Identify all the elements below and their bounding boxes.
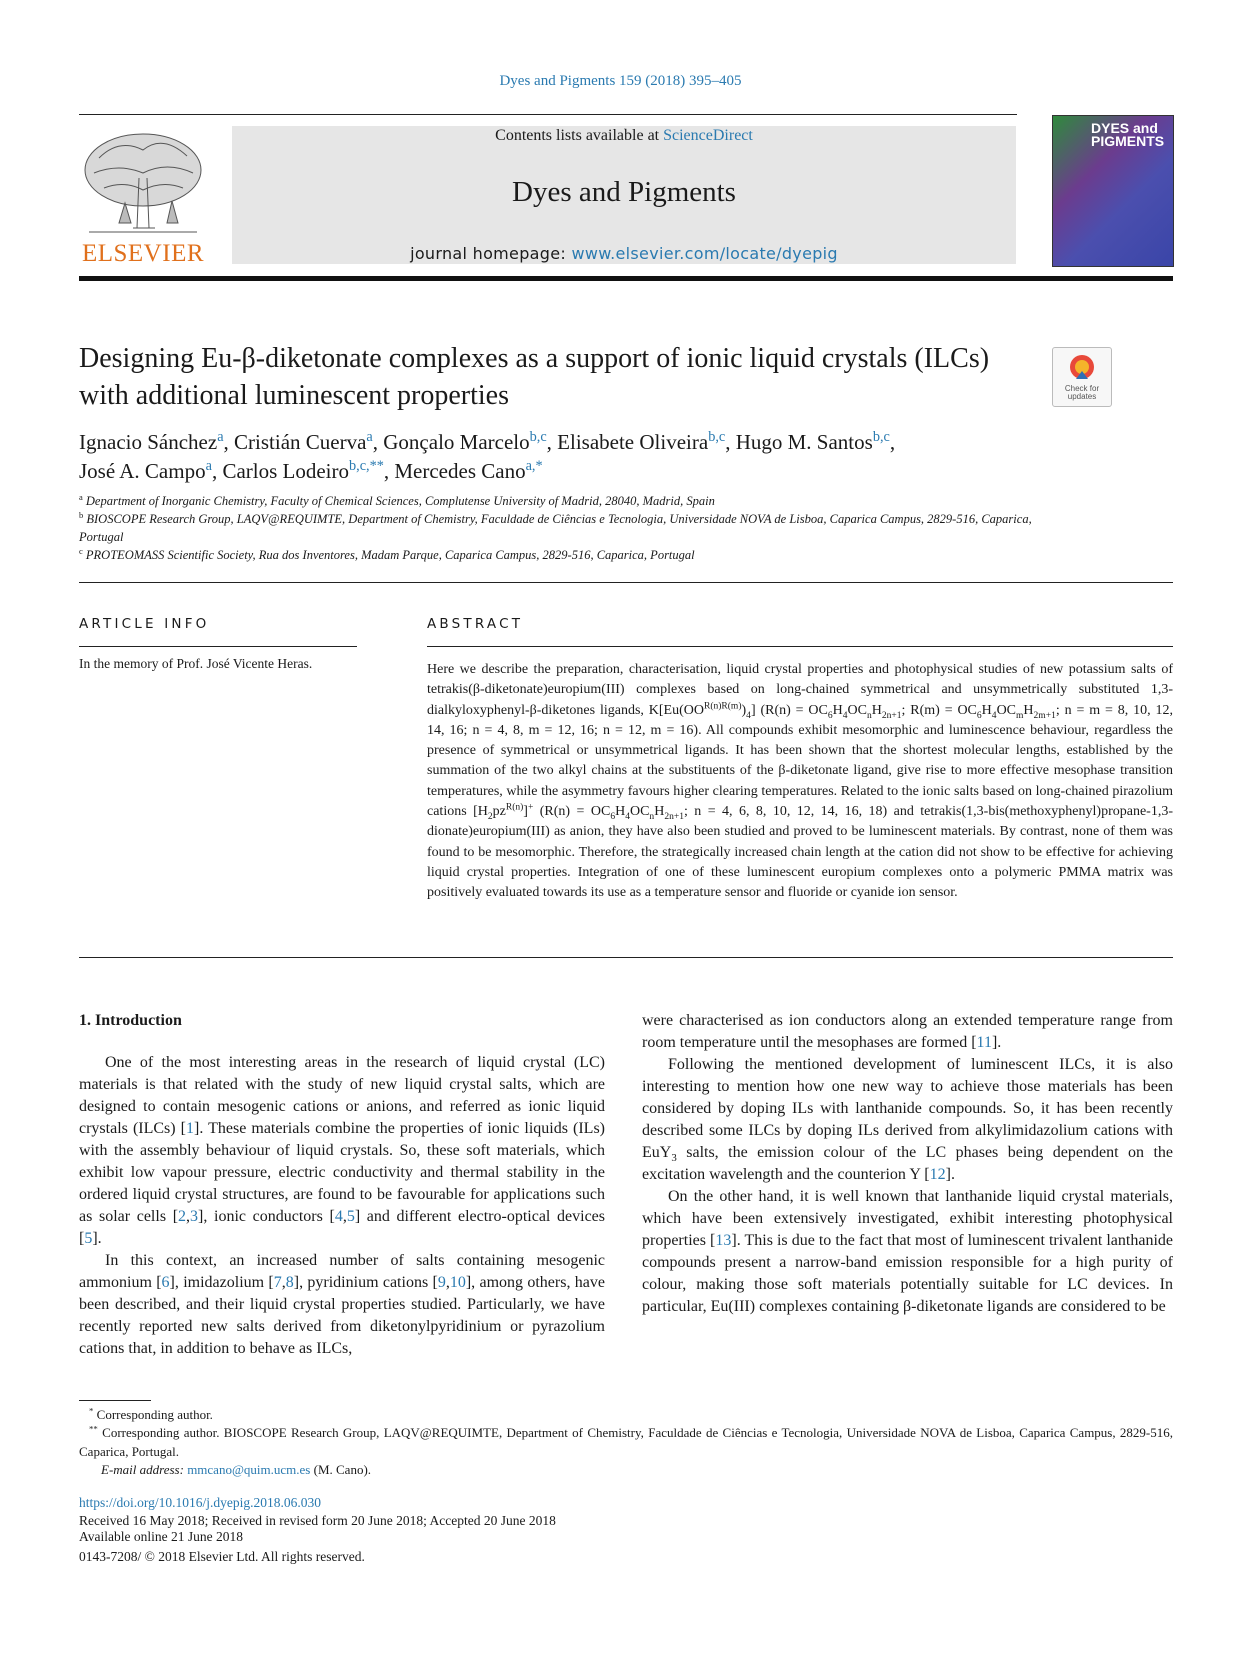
citation-link[interactable]: 4 — [334, 1208, 343, 1225]
affiliation: $^a$ Department of Inorganic Chemistry, Faculty of Chemical Sciences, Complutense University of Madrid, 28040, Madrid, Spain — [79, 491, 715, 508]
author[interactable]: Gonçalo Marcelo — [383, 430, 530, 454]
abstract-text: Here we describe the preparation, characterisation, liquid crystal properties and photophysical studies of new potassium salts of tetrakis(β-diketonate)europium(III) complexes based on long-chained symmetrical and unsymmetrically substituted 1,3-dialkyloxyphenyl-β-diketones ligands, $K[Eu(OO^{R(n)R(m)})_4] (R(n) = OC_6H_4OC_nH_{2n+1}$; $R(m) = OC_6H_4OC_mH_{2m+1}$; n = m = 8, 10, 12, 14, 16; n = 4, 8, m = 12, 16; n = 12, m = 16). All compounds exhibit mesomorphic and luminescence behaviour, regardless the presence of symmetrical or unsymmetrical ligands. It has been shown that the shortest molecular lengths, established by the summation of the two alkyl chains at the substituents of the β-diketonate ligand, give rise to more effective mesophase transition temperatures, while the asymmetry favours higher clearing temperatures. Related to the ionic salts based on long-chained pirazolium cations $[H_2pz^{R(n)}]^+$ ($R(n) = OC_6H_4OC_nH_{2n+1}$; n = 4, 6, 8, 10, 12, 14, 16, 18) and tetrakis(1,3-bis(methoxyphenyl)propane-1,3-dionate)europium(III) as anion, they have also been studied and proved to be luminescent materials. By contrast, none of them was found to be mesomorphic. Therefore, the strategically increased chain length at the cation did not show to be effective for achieving liquid crystal properties. Integration of one of these luminescent europium complexes onto a polymeric PMMA matrix was positively evaluated towards its use as a temperature sensor and fluoride or cyanide ion sensor. — [427, 662, 1173, 901]
citation-link[interactable]: 12 — [929, 1166, 946, 1183]
intro-left-column — [79, 1010, 605, 1360]
abstract-bottom-rule — [79, 957, 1173, 958]
check-updates-label: Check for updates — [1064, 384, 1100, 401]
check-updates-icon — [1068, 353, 1096, 383]
citation-link[interactable]: 2 — [178, 1208, 187, 1225]
citation-link[interactable]: 13 — [715, 1232, 732, 1249]
email-link[interactable]: mmcano@quim.ucm.es — [187, 1462, 311, 1477]
citation-link[interactable]: 9 — [437, 1274, 446, 1291]
footnote-rule — [79, 1400, 151, 1401]
homepage-link[interactable]: www.elsevier.com/locate/dyepig — [571, 244, 838, 263]
author[interactable]: Elisabete Oliveira — [557, 430, 709, 454]
paragraph: On the other hand, it is well known that lanthanide liquid crystal materials, which have been extensively investigated, exhibit interesting photophysical properties [13]. This is due to the fact that most of luminescent trivalent lanthanide compounds present a narrow-band emission responsible for a high purity of colour, making those soft materials potentially suitable for LC devices. In particular, Eu(III) complexes containing β-diketonate ligands are considered to be — [642, 1188, 1173, 1315]
paragraph: Following the mentioned development of luminescent ILCs, it is also interesting to mention how one new way to achieve those materials has been considered by doping ILs with lanthanide compounds. So, it has been recently described some ILCs by doping ILs derived from alkylimidazolium cations with EuY$_3$ salts, the emission colour of the LC phases being dependent on the excitation wavelength and the counterion Y [12]. — [642, 1056, 1173, 1183]
contents-line: Contents lists available at ScienceDirect — [495, 127, 753, 144]
check-for-updates-button[interactable] — [1052, 347, 1112, 407]
affiliation: $^b$ BIOSCOPE Research Group, LAQV@REQUIMTE, Department of Chemistry, Faculdade de Ciências e Tecnologia, Universidade NOVA de Lisboa, Caparica Campus, 2829-516, Caparica, Portugal — [79, 509, 1032, 544]
available-online: Available online 21 June 2018 — [79, 1529, 243, 1544]
journal-reference[interactable]: Dyes and Pigments 159 (2018) 395–405 — [499, 73, 742, 89]
journal-cover-image — [1052, 115, 1174, 267]
abstract-rule — [427, 646, 1173, 647]
citation-link[interactable]: 10 — [449, 1274, 466, 1291]
citation-link[interactable]: 5 — [346, 1208, 355, 1225]
author[interactable]: Hugo M. Santos — [735, 430, 873, 454]
article-info-heading: ARTICLE INFO — [79, 616, 210, 632]
intro-right-column — [642, 1010, 1173, 1318]
cover-title: DYES and PIGMENTS — [1091, 120, 1165, 149]
abstract-heading: ABSTRACT — [427, 616, 524, 632]
doi-link[interactable]: https://doi.org/10.1016/j.dyepig.2018.06.030 — [79, 1495, 322, 1510]
memory-note: In the memory of Prof. José Vicente Heras. — [79, 656, 313, 671]
header-bottom-rule — [79, 276, 1173, 281]
author[interactable]: Mercedes Cano — [394, 459, 526, 483]
affiliation: $^c$ PROTEOMASS Scientific Society, Rua dos Inventores, Madam Parque, Caparica Campus, 2829-516, Caparica, Portugal — [79, 545, 695, 562]
elsevier-tree-logo-icon — [79, 128, 207, 240]
author-list: Ignacio Sánchez$^a$, Cristián Cuerva$^a$, Gonçalo Marcelo$^{b,c}$, Elisabete Oliveira$^{b,c}$, Hugo M. Santos$^{b,c}$, José A. Campo$^a$, Carlos Lodeiro$^{b,c,**}$, Mercedes Cano$^{a,*}$ — [79, 429, 896, 483]
section-heading-introduction: 1. Introduction — [79, 1012, 182, 1029]
citation-link[interactable]: 11 — [976, 1034, 992, 1051]
paragraph: In this context, an increased number of salts containing mesogenic ammonium [6], imidazolium [7,8], pyridinium cations [9,10], among others, have been described, and their liquid crystal properties studied. Particularly, we have recently reported new salts derived from diketonylpyridinium or pyrazolium cations that, in addition to behave as ILCs, — [79, 1252, 605, 1357]
citation-link[interactable]: 7 — [273, 1274, 282, 1291]
author[interactable]: Ignacio Sánchez — [79, 430, 218, 454]
journal-homepage: journal homepage: www.elsevier.com/locate/dyepig — [410, 244, 838, 263]
citation-link[interactable]: 3 — [190, 1208, 199, 1225]
author[interactable]: Carlos Lodeiro — [222, 459, 349, 483]
article-info-rule — [79, 646, 357, 647]
citation-link[interactable]: 1 — [186, 1120, 194, 1137]
received-dates: Received 16 May 2018; Received in revised form 20 June 2018; Accepted 20 June 2018 — [79, 1513, 556, 1528]
paragraph: One of the most interesting areas in the research of liquid crystal (LC) materials is that related with the study of new liquid crystal salts, which are designed to contain mesogenic cations or anions, and referred as ionic liquid crystals (ILCs) [1]. These materials combine the properties of ionic liquids (ILs) with the assembly behaviour of liquid crystals. So, these soft materials, which exhibit low vapour pressure, electric conductivity and thermal stability in the ordered liquid crystal structures, are found to be favourable for applications such as solar cells [2,3], ionic conductors [4,5] and different electro-optical devices [5]. — [79, 1054, 606, 1247]
citation-link[interactable]: 8 — [285, 1274, 294, 1291]
citation-link[interactable]: 6 — [161, 1274, 170, 1291]
citation-link[interactable]: 5 — [84, 1230, 93, 1247]
elsevier-wordmark: ELSEVIER — [81, 240, 205, 267]
affiliation-rule — [79, 582, 1173, 583]
article-title: Designing Eu-β-diketonate complexes as a support of ionic liquid crystals (ILCs) with additional luminescent properties — [79, 343, 990, 411]
footnote-email: E-mail address: mmcano@quim.ucm.es (M. Cano). — [101, 1462, 372, 1477]
sciencedirect-link[interactable]: ScienceDirect — [663, 127, 753, 144]
header-top-rule — [79, 114, 1017, 115]
copyright: 0143-7208/ © 2018 Elsevier Ltd. All rights reserved. — [79, 1549, 365, 1564]
journal-name: Dyes and Pigments — [512, 176, 736, 208]
paragraph: were characterised as ion conductors along an extended temperature range from room temperature until the mesophases are formed [11]. — [642, 1012, 1173, 1051]
footnote-corresponding-2: ** Corresponding author. BIOSCOPE Research Group, LAQV@REQUIMTE, Department of Chemistry, Faculdade de Ciências e Tecnologia, Universidade NOVA de Lisboa, Caparica Campus, 2829-516, Caparica, Portugal. — [79, 1423, 1174, 1459]
author[interactable]: Cristián Cuerva — [234, 430, 367, 454]
author[interactable]: José A. Campo — [79, 459, 206, 483]
footnote-corresponding: * Corresponding author. — [89, 1405, 213, 1422]
